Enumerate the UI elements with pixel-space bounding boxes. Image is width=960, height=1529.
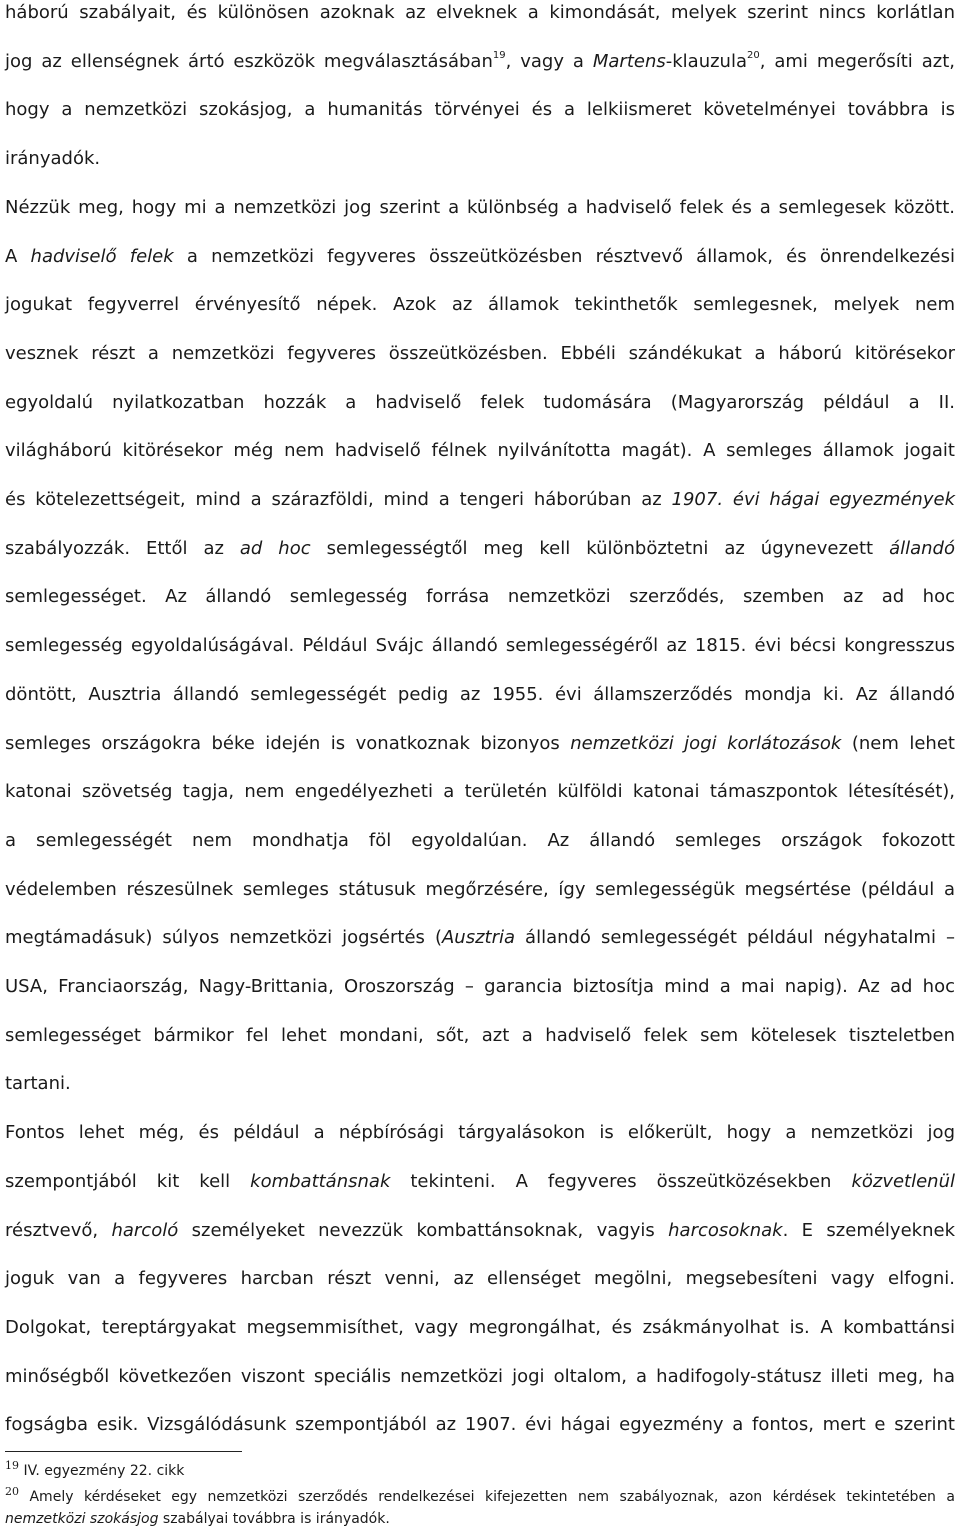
body-text-line xyxy=(5,878,955,902)
text-run: Fontos lehet még, és például a népbírósági tárgyalásokon is előkerült, hogy a nemzetközi jog xyxy=(5,1122,955,1144)
italic-text: 1907. évi hágai egyezmények xyxy=(671,489,955,510)
text-run: joguk van a fegyveres harcban részt venni, az ellenséget megölni, megsebesíteni vagy elfogni. xyxy=(5,1268,955,1290)
text-run: katonai szövetség tagja, nem engedélyezheti a területén külföldi katonai támaszpontok létesítését), xyxy=(5,781,955,803)
text-run: és kötelezettségeit, mind a szárazföldi, mind a tengeri háborúban az xyxy=(5,489,672,510)
text-run: irányadók. xyxy=(5,148,101,170)
italic-text: ad hoc xyxy=(239,537,311,559)
italic-text: harcosoknak xyxy=(668,1219,783,1241)
body-text-line xyxy=(5,196,955,220)
text-run: , vagy a xyxy=(505,50,593,72)
text-run: Amely kérdéseket egy nemzetközi szerződés rendelkezései kifejezetten nem szabályoznak, azon kérdések tekintetében a xyxy=(29,1489,955,1505)
text-run: világháború kitörésekor még nem hadviselő félnek nyilvánította magát). A semleges államok jogait xyxy=(5,440,955,462)
body-text-line xyxy=(5,50,955,74)
italic-text: Ausztria xyxy=(441,927,516,949)
text-run: szabályai továbbra is irányadók. xyxy=(158,1511,390,1527)
text-run: egyoldalú nyilatkozatban hozzák a hadviselő felek tudomására (Magyarország például a II. xyxy=(5,391,955,413)
text-run: semlegességet. Az állandó semlegesség forrása nemzetközi szerződés, szemben az ad hoc xyxy=(5,586,955,608)
italic-text: harcoló xyxy=(111,1219,179,1241)
body-text-line xyxy=(5,98,955,122)
text-run: állandó semlegességét például négyhatalmi – xyxy=(515,927,955,949)
footnote-reference: 20 xyxy=(747,49,760,61)
body-text-line xyxy=(5,1316,955,1340)
body-text-line xyxy=(5,1,955,25)
text-run: semlegesség egyoldalúságával. Például Svájc állandó semlegességéről az 1815. évi bécsi kongresszus xyxy=(5,635,955,657)
footnote-number: 19 xyxy=(5,1459,19,1472)
body-text-line xyxy=(5,293,955,317)
body-text-line xyxy=(5,780,955,804)
text-run: szempontjából kit kell xyxy=(5,1170,251,1192)
footnote xyxy=(5,1485,955,1507)
body-text-line xyxy=(5,1170,955,1194)
body-text-line xyxy=(5,975,955,999)
text-run: semleges országokra béke idején is vonatkoznak bizonyos xyxy=(5,732,571,754)
italic-text: kombattánsnak xyxy=(250,1170,391,1192)
text-run: semlegességet bármikor fel lehet mondani, sőt, azt a hadviselő felek sem kötelesek tiszteletben xyxy=(5,1024,955,1046)
text-run: . E személyeknek xyxy=(782,1219,955,1241)
italic-text: nemzetközi szokásjog xyxy=(5,1511,159,1527)
text-run: döntött, Ausztria állandó semlegességét pedig az 1955. évi államszerződés mondja ki. Az állandó xyxy=(5,683,955,705)
footnote xyxy=(5,1510,955,1528)
text-run: a semlegességét nem mondhatja föl egyoldalúan. Az állandó semleges országok fokozott xyxy=(5,829,955,851)
body-text-line xyxy=(5,1219,955,1243)
text-run: semlegességtől meg kell különböztetni az úgynevezett xyxy=(310,537,890,559)
body-text-line xyxy=(5,926,955,950)
footnote-number: 20 xyxy=(5,1485,19,1498)
text-run: IV. egyezmény 22. cikk xyxy=(23,1463,185,1479)
text-run: személyeket nevezzük kombattánsoknak, vagyis xyxy=(178,1219,669,1241)
text-run: A xyxy=(5,245,31,267)
body-text-line xyxy=(5,634,955,658)
text-run: a nemzetközi fegyveres összeütközésben résztvevő államok, és önrendelkezési xyxy=(173,245,955,267)
italic-text: hadviselő felek xyxy=(30,245,174,267)
body-text-line xyxy=(5,1121,955,1145)
text-run: USA, Franciaország, Nagy-Brittania, Oroszország – garancia biztosítja mind a mai napig). Az ad hoc xyxy=(5,976,955,997)
body-text-line xyxy=(5,537,955,561)
text-run: Nézzük meg, hogy mi a nemzetközi jog szerint a különbség a hadviselő felek és a semlegesek között. xyxy=(5,196,955,218)
body-text-line xyxy=(5,391,955,415)
text-run: szabályozzák. Ettől az xyxy=(5,537,240,559)
text-run: háború szabályait, és különösen azoknak az elveknek a kimondását, melyek szerint nincs korlátlan xyxy=(5,2,955,23)
text-run: fogságba esik. Vizsgálódásunk szempontjából az 1907. évi hágai egyezmény a fontos, mert e szerint xyxy=(5,1414,955,1436)
body-text-line xyxy=(5,342,955,366)
italic-text: Martens xyxy=(592,50,666,72)
footnote-reference: 19 xyxy=(492,49,506,61)
body-text-line xyxy=(5,829,955,853)
text-run: megtámadásuk) súlyos nemzetközi jogsértés ( xyxy=(5,927,442,949)
body-text-line xyxy=(5,1024,955,1048)
text-run: tartani. xyxy=(5,1073,71,1095)
body-text-line xyxy=(5,1413,955,1437)
text-run: jogukat fegyverrel érvényesítő népek. Azok az államok tekinthetők semlegesnek, melyek nem xyxy=(5,294,955,316)
body-text-line xyxy=(5,147,955,171)
text-run: tekinteni. A fegyveres összeütközésekben xyxy=(390,1170,852,1192)
text-run: , ami megerősíti azt, xyxy=(759,50,955,72)
text-run: vesznek részt a nemzetközi fegyveres összeütközésben. Ebbéli szándékukat a háború kitörésekor xyxy=(5,342,955,364)
body-text-line xyxy=(5,585,955,609)
footnote-separator xyxy=(5,1451,242,1452)
body-text-line xyxy=(5,732,955,756)
text-run: résztvevő, xyxy=(5,1219,112,1241)
body-text-line xyxy=(5,245,955,269)
footnote xyxy=(5,1459,955,1481)
text-run: (nem lehet xyxy=(841,732,955,754)
italic-text: nemzetközi jogi korlátozások xyxy=(570,732,842,754)
text-run: minőségből következően viszont speciális nemzetközi jogi oltalom, a hadifogoly-státusz illeti meg, ha xyxy=(5,1365,955,1387)
text-run: védelemben részesülnek semleges státusuk megőrzésére, így semlegességük megsértése (például a xyxy=(5,878,955,900)
body-text-line xyxy=(5,683,955,707)
text-run: Dolgokat, tereptárgyakat megsemmisíthet, vagy megrongálhat, és zsákmányolhat is. A kombattánsi xyxy=(5,1316,955,1338)
italic-text: közvetlenül xyxy=(851,1170,955,1192)
body-text-line xyxy=(5,1267,955,1291)
body-text-line xyxy=(5,1072,955,1096)
body-text-line xyxy=(5,439,955,463)
text-run: hogy a nemzetközi szokásjog, a humanitás törvényei és a lelkiismeret követelményei továbbra is xyxy=(5,99,955,121)
text-run: jog az ellenségnek ártó eszközök megválasztásában xyxy=(5,50,493,72)
text-run: -klauzula xyxy=(665,50,747,72)
body-text-line xyxy=(5,1365,955,1389)
body-text-line xyxy=(5,488,955,512)
italic-text: állandó xyxy=(889,537,955,559)
